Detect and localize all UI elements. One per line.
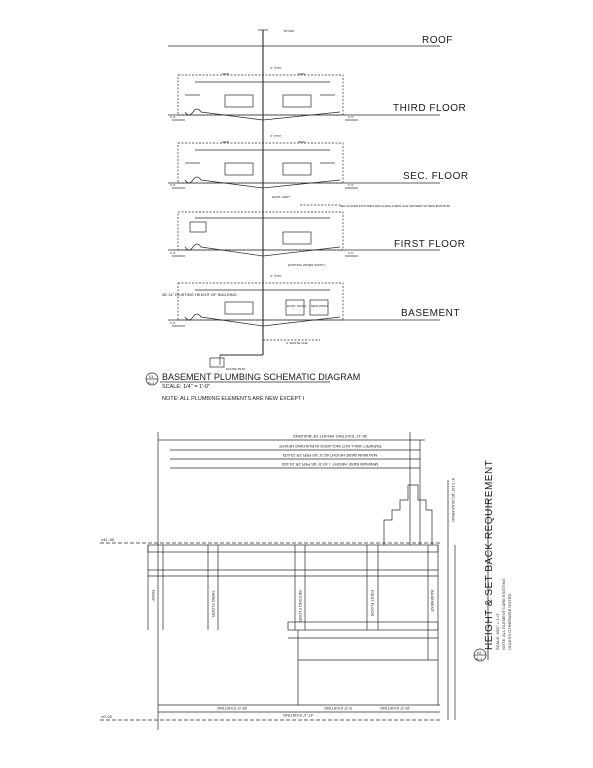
building-section — [100, 432, 488, 730]
schematic-badge-bottom: A-1 — [148, 380, 155, 385]
section-floor-second: SECOND FLOOR — [298, 590, 303, 623]
exist-wash-label: EXIST. WASH — [287, 304, 306, 308]
waste-line-label: 4" WASTE LINE — [286, 341, 308, 345]
exist-vent-label: EXIST. VENT — [272, 195, 291, 199]
section-floor-basement: BASEMENT — [430, 590, 435, 613]
co-label-4: C.O. — [348, 183, 355, 187]
co-label-3: C.O. — [170, 183, 177, 187]
dim-top-1: 36'-11" EXISTING HEIGHT OF BUILDING — [162, 292, 237, 297]
co-label-1: C.O. — [170, 115, 177, 119]
dim-top-2: PARAPET WALL NOT INCLUDED IN BUILDING HEIGHT — [278, 444, 382, 449]
section-badge-top: 02 — [477, 650, 482, 655]
section-badge-bottom: A-1 — [476, 656, 483, 661]
section-floor-first: FIRST FLOOR — [370, 590, 375, 617]
section-floor-roof: ROOF — [151, 590, 156, 602]
typ-label-second: 4" (TYP) — [270, 134, 282, 138]
co-label-6: C.O. — [348, 251, 355, 255]
floor-label-roof: ROOF — [422, 35, 453, 46]
dim-bottom-1: 25'-0" EXISTING — [217, 706, 247, 711]
elev-bottom: ±0'-00 — [101, 714, 112, 719]
schematic-note: NOTE: ALL PLUMBING ELEMENTS ARE NEW EXCEPT I — [162, 396, 305, 402]
typ-label-basement: 4" (TYP) — [270, 274, 282, 278]
floor-label-second: SEC. FLOOR — [403, 171, 469, 182]
schematic-scale: SCALE: 1/4" = 1'-0" — [162, 384, 210, 390]
fixture-group-third — [172, 75, 358, 120]
elev-top: ±41'-00 — [101, 537, 115, 542]
schematic-badge-top: 01 — [149, 374, 154, 379]
bulkhead-outline — [384, 485, 432, 545]
new-label-1: NEW — [222, 72, 229, 76]
new-wash-label: NEW WASH — [311, 304, 328, 308]
typ-label-third: 4" (TYP) — [270, 66, 282, 70]
vent-label: BYVEN — [284, 29, 295, 33]
fixture-group-first — [172, 205, 358, 256]
house-trap-label: HOUSE TRAP — [226, 367, 246, 371]
co-label-2: C.O. — [348, 115, 355, 119]
co-label-5: C.O. — [170, 251, 177, 255]
dim-top-4: MINIMUM BASE HEIGHT = 40'-0" AS PER ZR 23-633 — [281, 462, 379, 467]
dim-bottom-2: 5'-0" EXISTING — [324, 706, 352, 711]
floor-label-basement: BASEMENT — [401, 308, 461, 319]
house-trap — [210, 358, 224, 367]
bulkhead-label: 6'-3 1/2" (E) BULKHEAD — [451, 478, 456, 522]
fixture-group-second — [172, 143, 358, 188]
lower-slab — [288, 622, 438, 630]
floor-label-third: THIRD FLOOR — [393, 103, 467, 114]
dim-top-3: MAXIMUM BASE HEIGHT 60'-0" AS PER ZR 23-633 — [282, 453, 378, 458]
section-title: HEIGHT & SET BACK REQUIREMENT — [484, 459, 495, 650]
roof-slab — [148, 545, 438, 552]
new-label-3: NEW — [222, 140, 229, 144]
dim-bottom-3: 15'-0" EXISTING — [380, 706, 410, 711]
dim-top-1: 36'-11" EXISTING HEIGHT OF BUILDING — [292, 434, 368, 439]
water-supply-label: EXISTING WATER SUPPLY — [288, 263, 326, 267]
section-note-1: NOTE: ALL ELEMENTS ARE EXISTING — [501, 578, 506, 650]
schematic-title: BASEMENT PLUMBING SCHEMATIC DIAGRAM — [162, 372, 361, 382]
new-label-2: NEW — [298, 72, 305, 76]
co-label-7: C.O. — [170, 321, 177, 325]
section-note-2: UNLESS OTHERWISE NOTED — [507, 593, 512, 650]
section-floor-third: THIRD FLOOR — [211, 590, 216, 618]
relocated-note: RELOCATED FIXTURES RELOCATE & REPLACE SHOWER W/ NEW BATHTUB — [340, 204, 450, 208]
section-scale: SCALE: 3/32" = 1'-0" — [495, 612, 500, 650]
floor-label-first: FIRST FLOOR — [394, 239, 466, 250]
dim-bottom-4: 47'-4" EXISTING — [283, 713, 313, 718]
new-label-4: NEW — [298, 140, 305, 144]
